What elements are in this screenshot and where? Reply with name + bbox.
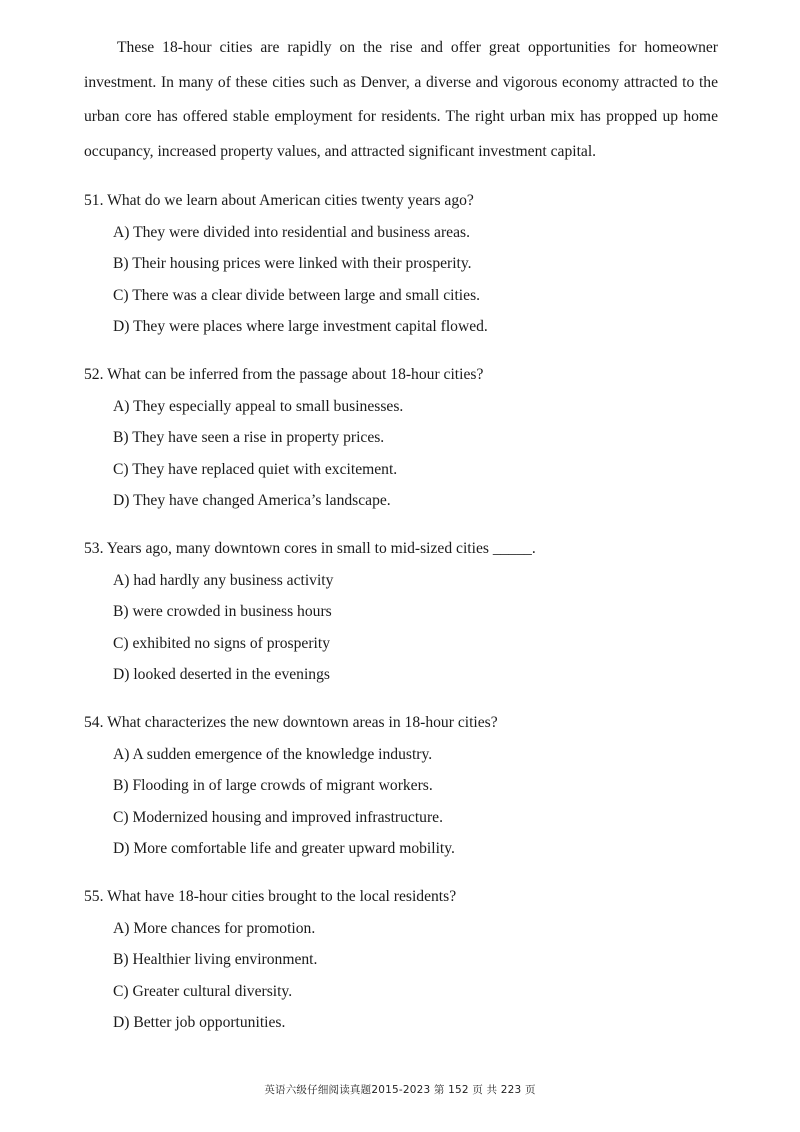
question-53	[84, 533, 744, 691]
question-stem: 53. Years ago, many downtown cores in small to mid-sized cities _____.	[84, 540, 536, 557]
option-d: D) Better job opportunities.	[113, 1014, 286, 1032]
option-d: D) More comfortable life and greater upward mobility.	[113, 840, 455, 858]
option-b: B) Healthier living environment.	[113, 951, 318, 969]
option-b: B) were crowded in business hours	[113, 603, 332, 621]
question-stem: 55. What have 18-hour cities brought to the local residents?	[84, 888, 457, 905]
question-55	[84, 881, 744, 1039]
option-d: D) looked deserted in the evenings	[113, 666, 330, 684]
option-c: C) They have replaced quiet with excitement.	[113, 460, 398, 478]
passage-paragraph: These 18-hour cities are rapidly on the rise and offer great opportunities for homeowner investment. In many of these cities such as Denver, a diverse and vigorous economy attracted to the urban core has offered stable employment for residents. The right urban mix has propped up home occupancy, increased property values, and attracted significant investment capital.	[84, 39, 718, 161]
option-a: A) More chances for promotion.	[113, 919, 316, 937]
option-b: B) Their housing prices were linked with their prosperity.	[113, 255, 472, 273]
option-b: B) Flooding in of large crowds of migrant workers.	[113, 777, 433, 795]
question-54	[84, 707, 744, 865]
option-d: D) They were places where large investment capital flowed.	[113, 318, 488, 336]
question-stem: 52. What can be inferred from the passage about 18-hour cities?	[84, 366, 484, 383]
option-c: C) Greater cultural diversity.	[113, 982, 293, 1000]
option-c: C) There was a clear divide between large and small cities.	[113, 286, 481, 304]
option-d: D) They have changed America’s landscape.	[113, 492, 391, 510]
option-a: A) They were divided into residential and business areas.	[113, 223, 470, 241]
option-c: C) exhibited no signs of prosperity	[113, 634, 330, 652]
page-footer: 英语六级仔细阅读真题2015-2023 第 152 页 共 223 页	[264, 1084, 536, 1096]
question-stem: 51. What do we learn about American cities twenty years ago?	[84, 192, 474, 209]
option-a: A) A sudden emergence of the knowledge industry.	[113, 745, 433, 763]
option-c: C) Modernized housing and improved infrastructure.	[113, 808, 443, 826]
question-51	[84, 185, 744, 343]
question-52	[84, 359, 744, 517]
option-a: A) had hardly any business activity	[113, 571, 334, 589]
question-stem: 54. What characterizes the new downtown areas in 18-hour cities?	[84, 714, 498, 731]
option-a: A) They especially appeal to small businesses.	[113, 397, 404, 415]
option-b: B) They have seen a rise in property prices.	[113, 429, 385, 447]
